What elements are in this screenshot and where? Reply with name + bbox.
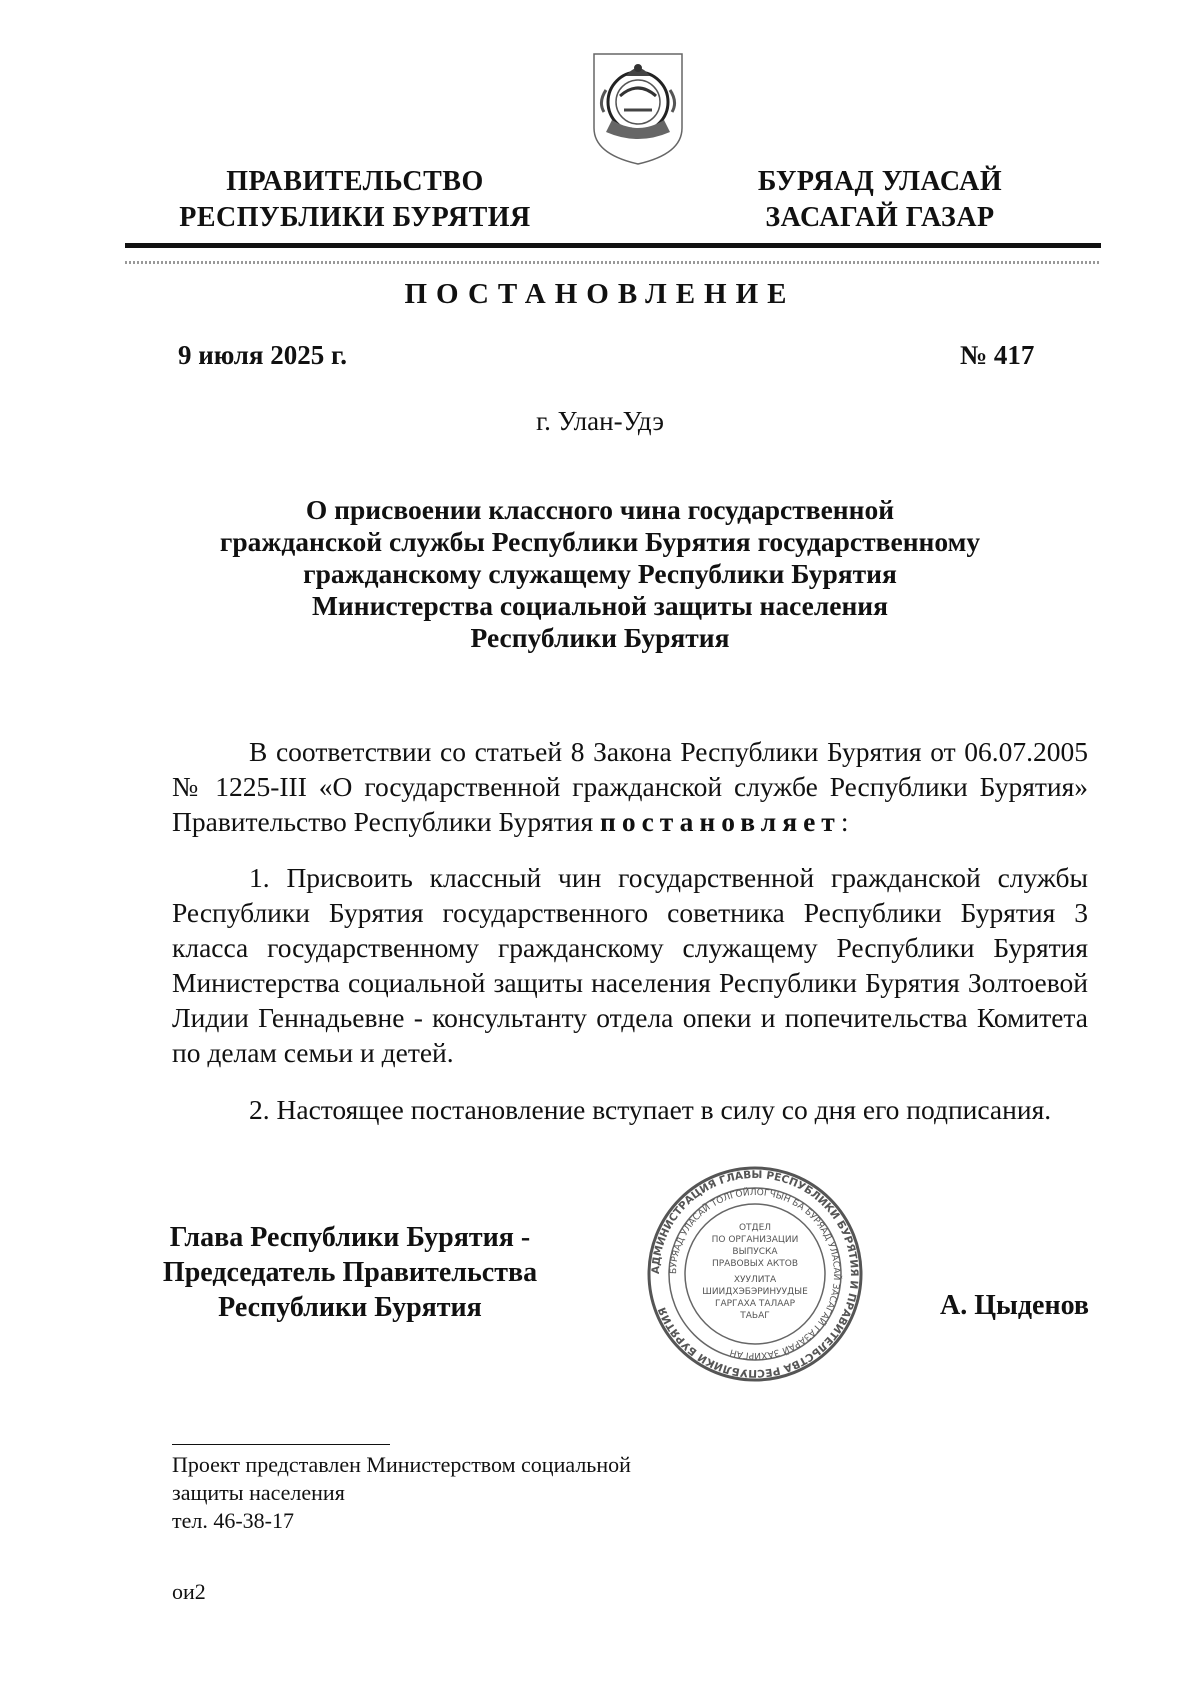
- document-date: 9 июля 2025 г.: [178, 340, 347, 370]
- coat-of-arms-icon: [590, 50, 686, 168]
- org-name-ru-line1: ПРАВИТЕЛЬСТВО: [226, 166, 484, 197]
- header-rule-thick: [125, 243, 1101, 248]
- footer-rule: [172, 1444, 390, 1445]
- footer-line-3: тел. 46-38-17: [172, 1508, 295, 1533]
- title-line-2: гражданской службы Республики Бурятия государственному: [219, 526, 981, 557]
- header-rule-thin: [125, 261, 1101, 264]
- title-line-5: Республики Бурятия: [470, 622, 730, 653]
- org-name-bua-line2: ЗАСАГАЙ ГАЗАР: [765, 202, 995, 233]
- stamp-center-line-1: ОТДЕЛ: [738, 1223, 772, 1233]
- footer-code: ои2: [172, 1579, 206, 1604]
- svg-text:АДМИНИСТРАЦИЯ ГЛАВЫ РЕСПУБЛИКИ: [650, 1169, 860, 1379]
- preamble-text: В соответствии со статьей 8 Закона Республики Бурятия от 06.07.2005 № 1225-III «О государственной гражданской службе Республики Бурятия» Правительство Республики Бурятия: [172, 736, 1088, 837]
- stamp-center-line-3: ВЫПУСКА: [732, 1247, 778, 1257]
- org-name-ru-line2: РЕСПУБЛИКИ БУРЯТИЯ: [179, 202, 531, 233]
- preamble: [172, 734, 1088, 839]
- title-line-4: Министерства социальной защиты населения: [311, 590, 889, 621]
- footer-line-2: защиты населения: [172, 1480, 345, 1505]
- stamp-center-line-7: ГАРГАХА ТАЛААР: [714, 1299, 796, 1309]
- official-seal-stamp: [645, 1163, 865, 1385]
- item-1: 1. Присвоить классный чин государственной гражданской службы Республики Бурятия государственного советника Республики Бурятия 3 класса государственному гражданскому служащему Республики Бурятия Министерства социальной защиты населения Республики Бурятия Золтоевой Лидии Геннадьевне - консультанту отдела опеки и попечительства Комитета по делам семьи и детей.: [172, 862, 1088, 1068]
- header-left: [145, 164, 565, 236]
- title-line-1: О присвоении классного чина государственной: [305, 494, 895, 525]
- signatory-name: А. Цыденов: [940, 1290, 1090, 1321]
- stamp-inner-text: БУРЯАД УЛАСАЙ ТОЛГОЙЛОГЧЫН БА БУРЯАД УЛАСАЙ ЗАСАГАЙ ГАЗАРАЙ ЗАХИРГАН: [668, 1187, 842, 1361]
- preamble-end: :: [840, 806, 849, 837]
- signatory-position: [150, 1220, 550, 1325]
- header-right: [730, 164, 1030, 236]
- document-number: № 417: [960, 340, 1035, 370]
- title-line-3: гражданскому служащему Республики Бурятия: [303, 558, 897, 589]
- stamp-center-line-4: ПРАВОВЫХ АКТОВ: [711, 1259, 799, 1269]
- footer-note: [172, 1451, 772, 1535]
- org-name-bua-line1: БУРЯАД УЛАСАЙ: [757, 166, 1003, 197]
- stamp-outer-text: АДМИНИСТРАЦИЯ ГЛАВЫ РЕСПУБЛИКИ БУРЯТИЯ И ПРАВИТЕЛЬСТВА РЕСПУБЛИКИ БУРЯТИЯ: [649, 1168, 861, 1380]
- stamp-center-line-6: ШИИДХЭБЭРИНУУДЫЕ: [702, 1287, 808, 1297]
- preamble-decree-word: постановляет: [600, 806, 841, 837]
- document-type: ПОСТАНОВЛЕНИЕ: [404, 278, 796, 310]
- stamp-center-line-5: ХУУЛИТА: [733, 1275, 777, 1285]
- document-city: г. Улан-Удэ: [536, 406, 664, 436]
- stamp-center-line-2: ПО ОРГАНИЗАЦИИ: [711, 1235, 799, 1245]
- stamp-center-line-8: ТАЬАГ: [740, 1311, 770, 1321]
- position-line-1: Глава Республики Бурятия -: [169, 1222, 531, 1253]
- item-2: 2. Настоящее постановление вступает в силу со дня его подписания.: [249, 1094, 1052, 1125]
- document-title: [150, 494, 1050, 654]
- position-line-2: Председатель Правительства: [162, 1257, 538, 1288]
- footer-line-1: Проект представлен Министерством социальной: [172, 1452, 631, 1477]
- position-line-3: Республики Бурятия: [218, 1292, 482, 1323]
